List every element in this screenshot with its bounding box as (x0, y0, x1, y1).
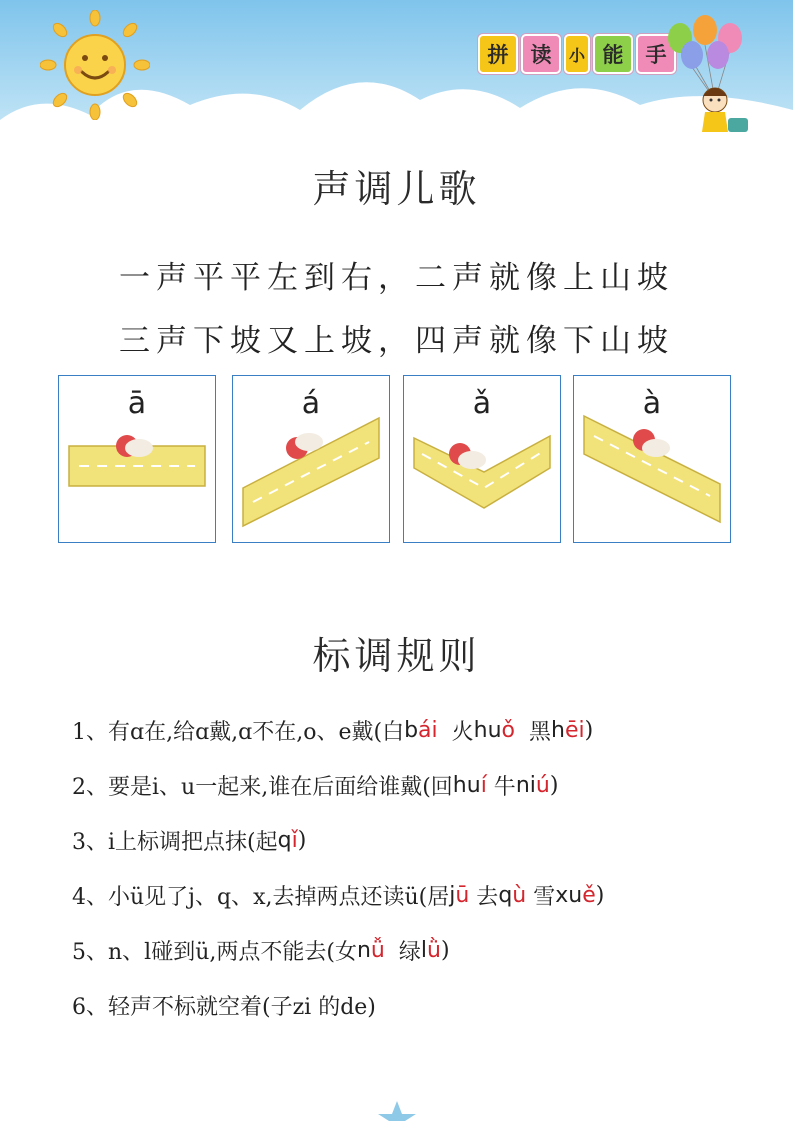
tone-mark-highlight: ù (512, 883, 527, 908)
pinyin-example: hu (473, 718, 502, 743)
rule-number: 2、 (72, 775, 108, 800)
rules-list (72, 703, 772, 1033)
rule-number: 3、 (72, 830, 108, 855)
flat-road-icon (59, 376, 215, 542)
falling-road-icon (574, 376, 730, 542)
example-separator: ) (297, 828, 307, 853)
example-separator: 绿 (384, 940, 421, 965)
rule-text: 轻声不标就空着(子zi 的de) (108, 995, 376, 1020)
rule-number: 6、 (72, 995, 108, 1020)
badge-char: 能 (593, 34, 633, 74)
tone-mark-highlight: ǚ (370, 938, 385, 963)
badge-char: 读 (521, 34, 561, 74)
poem-line-1: 一声平平左到右，二声就像上山坡 (119, 260, 674, 296)
tone-mark-highlight: ǒ (501, 718, 515, 743)
example-separator: 火 (437, 720, 474, 745)
pinyin-example: xu (555, 883, 583, 908)
tone-label: ā (127, 386, 147, 421)
example-separator: ) (595, 883, 605, 908)
sun-icon (40, 10, 150, 120)
rule-number: 4、 (72, 885, 108, 910)
rule-text: 小ü见了j、q、x,去掉两点还读ü(居 (108, 885, 450, 910)
example-separator: 牛 (486, 775, 516, 800)
tone-mark-highlight: ū (455, 883, 470, 908)
tone-mark-highlight: ēi (564, 718, 585, 743)
rule-text: 有ɑ在,给ɑ戴,ɑ不在,o、e戴(白 (108, 720, 405, 745)
rule-item (72, 868, 772, 923)
pinyin-example: q (277, 828, 292, 853)
badge-char: 拼 (478, 34, 518, 74)
snail-icon (116, 435, 153, 457)
tone-mark-highlight: ǐ (291, 828, 298, 853)
tone-card-first (58, 375, 216, 543)
tone-label: ǎ (472, 386, 492, 421)
pinyin-example: ni (515, 773, 536, 798)
example-separator: 黑 (515, 720, 551, 745)
pinyin-example: n (356, 938, 371, 963)
tone-card-third (403, 375, 561, 543)
badge-char: 小 (564, 34, 590, 74)
pinyin-example: h (551, 718, 565, 743)
rule-text: n、l碰到ü,两点不能去(女 (108, 940, 357, 965)
rule-item (72, 813, 772, 868)
tone-illustrations (58, 375, 728, 545)
pinyin-example: b (404, 718, 419, 743)
song-title: 声调儿歌 (312, 167, 481, 211)
star-decoration-icon (372, 1096, 422, 1121)
tone-mark-highlight: ǜ (426, 938, 441, 963)
tone-mark-highlight: ú (535, 773, 550, 798)
tone-mark-highlight: í (480, 773, 487, 798)
badge-char: 手 (636, 34, 676, 74)
pinyin-example: hu (452, 773, 481, 798)
example-separator: ) (549, 773, 559, 798)
tone-label: à (642, 386, 662, 421)
girl-with-balloons-illustration (660, 10, 770, 140)
dip-road-icon (404, 376, 560, 542)
rule-item (72, 703, 772, 758)
rule-item (72, 758, 772, 813)
section-badge (478, 34, 676, 72)
example-separator: ) (584, 718, 594, 743)
example-separator: 雪 (526, 885, 556, 910)
tone-card-second (232, 375, 390, 543)
pinyin-example: j (449, 883, 456, 908)
rules-title: 标调规则 (312, 634, 481, 678)
rising-road-icon (233, 376, 389, 542)
rule-text: 要是i、u一起来,谁在后面给谁戴(回 (108, 775, 453, 800)
rule-item (72, 978, 772, 1033)
tone-card-fourth (573, 375, 731, 543)
rule-text: i上标调把点抹(起 (108, 830, 278, 855)
example-separator: 去 (469, 885, 499, 910)
example-separator: ) (440, 938, 450, 963)
pinyin-example: q (498, 883, 513, 908)
rule-number: 5、 (72, 940, 108, 965)
tone-label: á (301, 386, 321, 421)
pinyin-example: l (420, 938, 427, 963)
tone-mark-highlight: ě (582, 883, 596, 908)
rule-item (72, 923, 772, 978)
rule-number: 1、 (72, 720, 108, 745)
poem-line-2: 三声下坡又上坡，四声就像下山坡 (119, 323, 674, 359)
tone-mark-highlight: ái (418, 718, 438, 743)
